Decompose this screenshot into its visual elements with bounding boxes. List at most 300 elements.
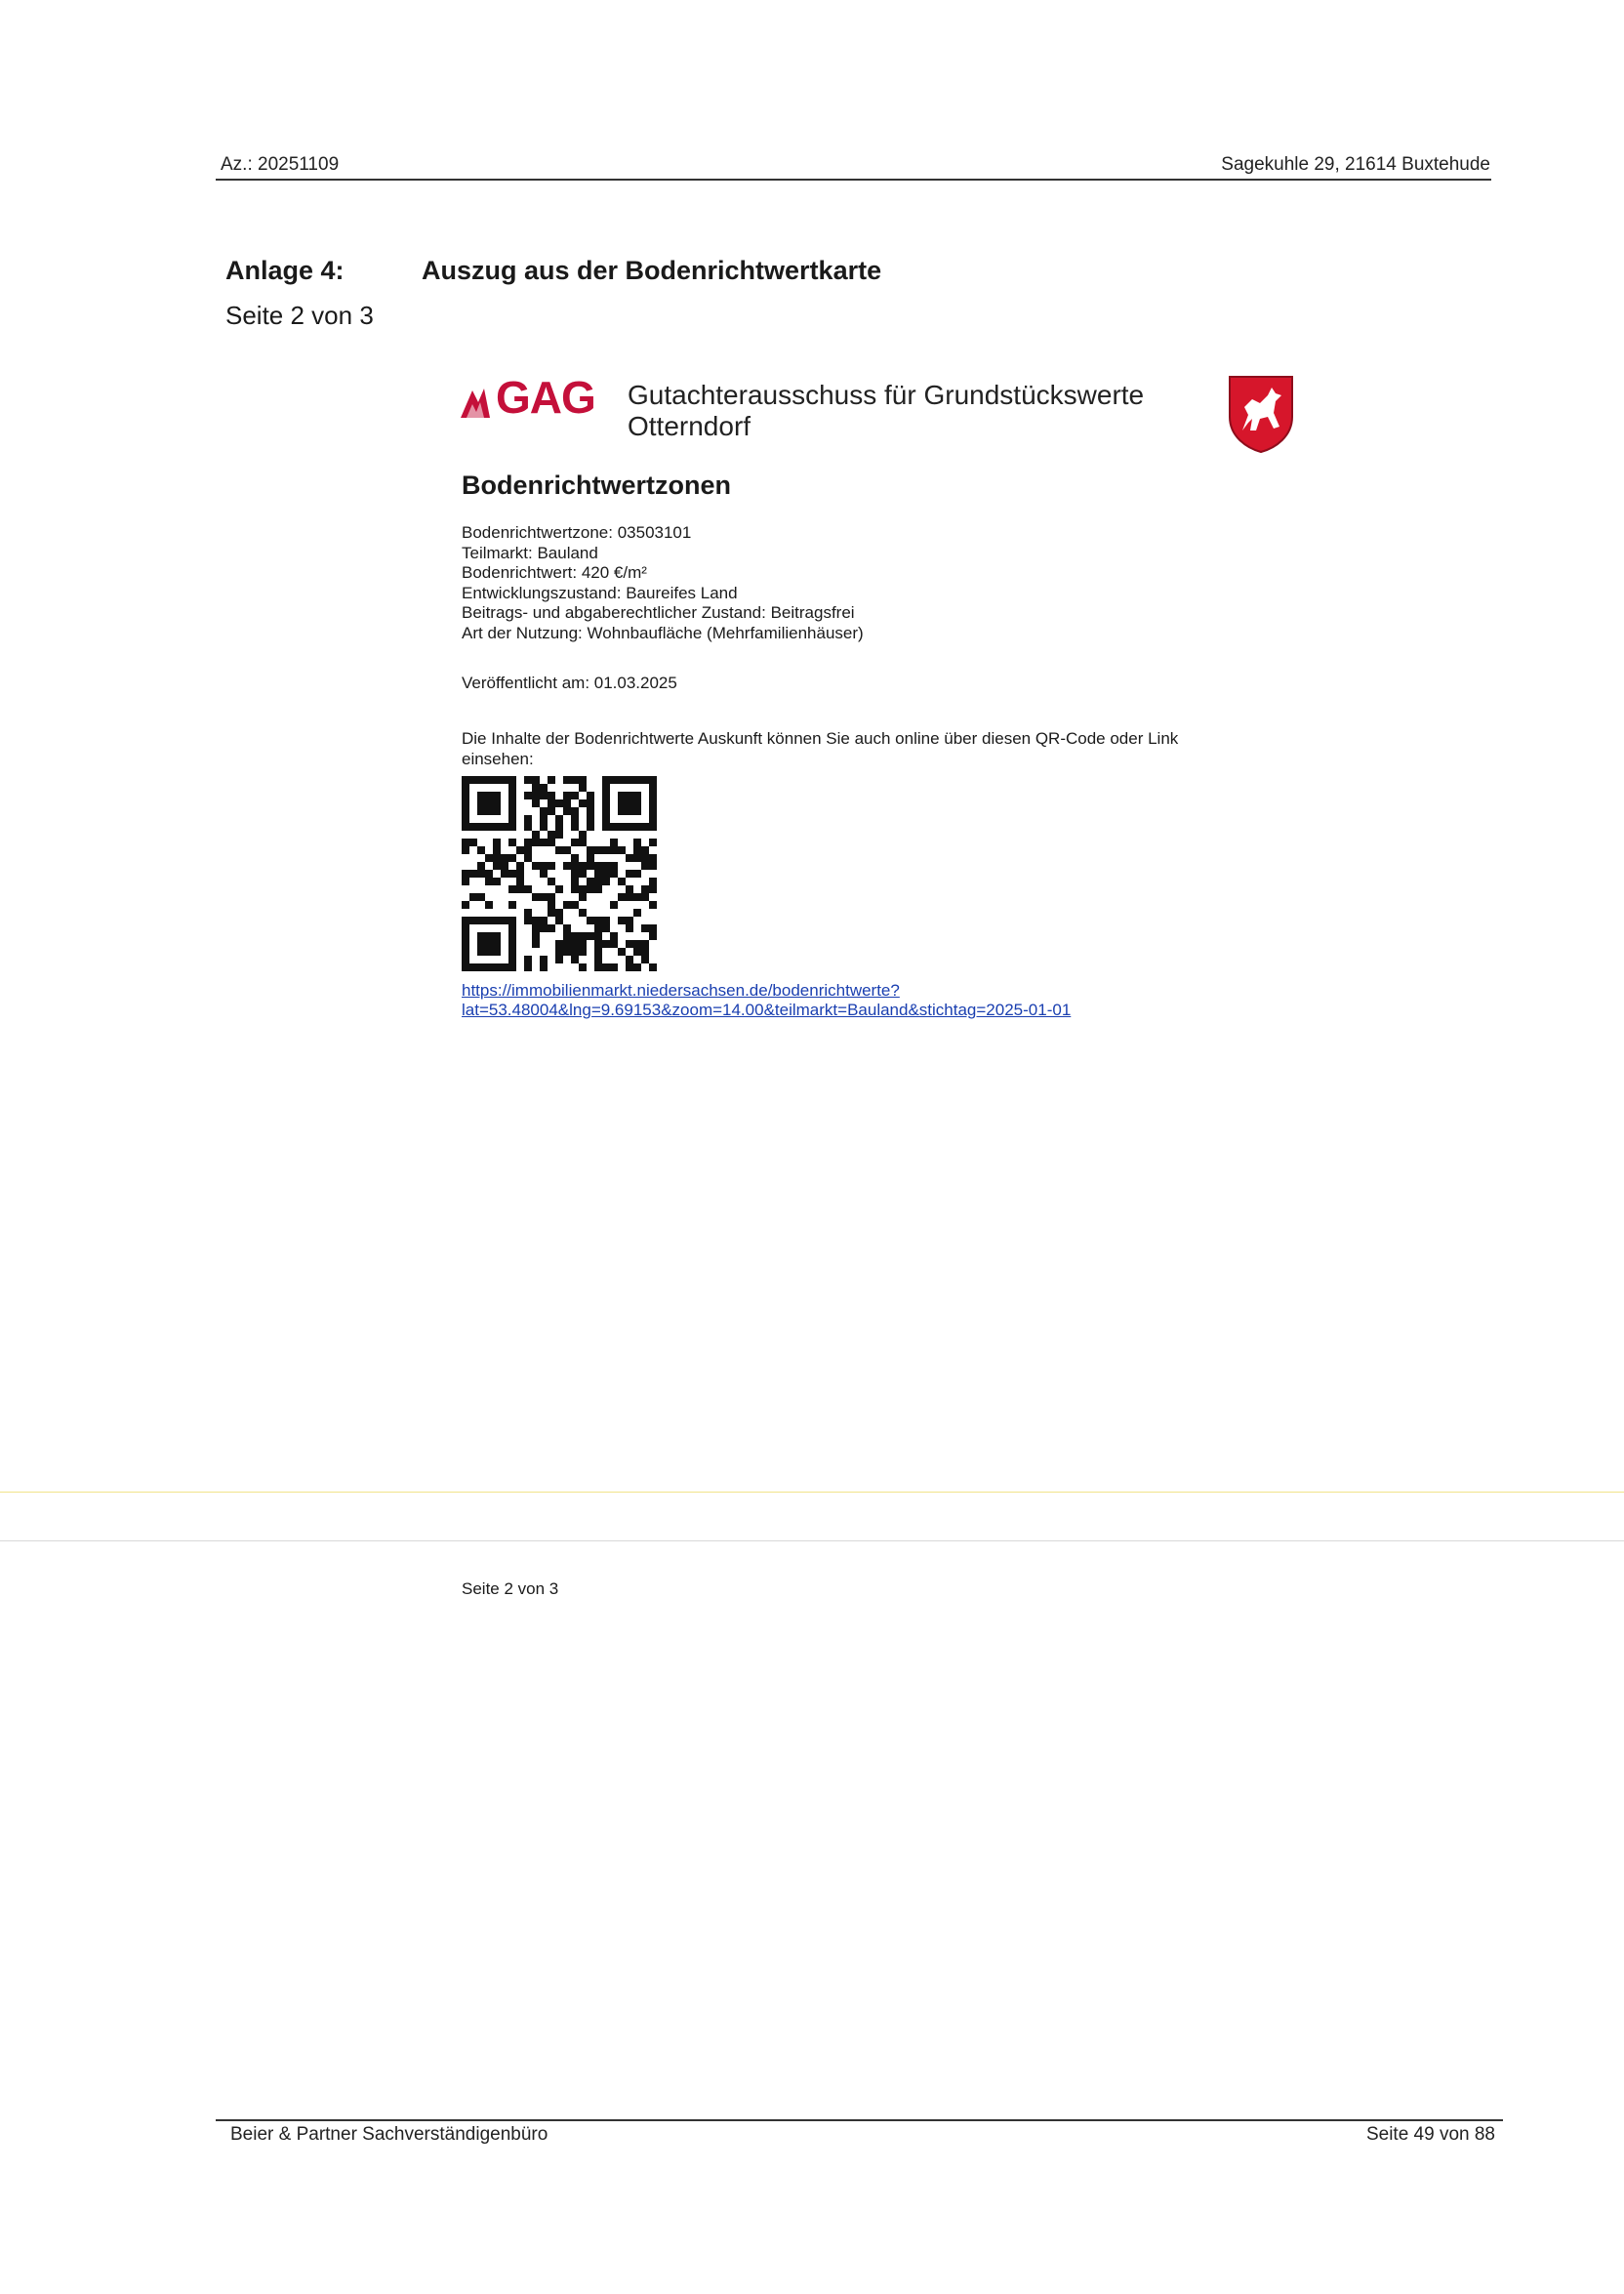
qr-module xyxy=(462,932,469,940)
qr-module xyxy=(602,940,610,948)
qr-module xyxy=(524,839,532,846)
qr-module xyxy=(633,823,641,831)
qr-module xyxy=(508,776,516,784)
qr-module xyxy=(633,839,641,846)
qr-module xyxy=(610,963,618,971)
qr-module xyxy=(587,846,594,854)
qr-module xyxy=(555,940,563,948)
qr-module xyxy=(493,846,501,854)
qr-module xyxy=(587,878,594,885)
qr-module xyxy=(485,792,493,799)
footer-rule xyxy=(216,2119,1503,2121)
qr-module xyxy=(571,956,579,963)
qr-module xyxy=(649,885,657,893)
qr-module xyxy=(563,862,571,870)
qr-module xyxy=(540,956,548,963)
gag-org-name xyxy=(628,380,1144,442)
qr-module xyxy=(548,909,555,917)
qr-module xyxy=(579,870,587,878)
qr-module xyxy=(633,893,641,901)
qr-module xyxy=(602,862,610,870)
qr-module xyxy=(469,839,477,846)
qr-module xyxy=(508,901,516,909)
qr-module xyxy=(508,963,516,971)
qr-module xyxy=(532,831,540,839)
qr-module xyxy=(626,792,633,799)
qr-module xyxy=(485,940,493,948)
zone-id: Bodenrichtwertzone: 03503101 xyxy=(462,523,692,542)
qr-module xyxy=(579,932,587,940)
qr-module xyxy=(469,776,477,784)
qr-module xyxy=(649,932,657,940)
online-link-line2[interactable]: lat=53.48004&lng=9.69153&zoom=14.00&teilmarkt=Bauland&stichtag=2025-01-01 xyxy=(462,1001,1072,1019)
qr-module xyxy=(477,932,485,940)
qr-module xyxy=(579,948,587,956)
qr-module xyxy=(485,963,493,971)
qr-module xyxy=(587,807,594,815)
qr-module xyxy=(618,893,626,901)
qr-module xyxy=(633,854,641,862)
qr-module xyxy=(626,940,633,948)
qr-module xyxy=(626,893,633,901)
qr-module xyxy=(477,823,485,831)
qr-module xyxy=(508,792,516,799)
qr-module xyxy=(462,839,469,846)
qr-module xyxy=(469,893,477,901)
qr-module xyxy=(540,963,548,971)
qr-module xyxy=(563,792,571,799)
qr-module xyxy=(508,924,516,932)
qr-module xyxy=(618,799,626,807)
qr-module xyxy=(626,956,633,963)
qr-module xyxy=(477,807,485,815)
qr-module xyxy=(610,776,618,784)
qr-module xyxy=(571,807,579,815)
qr-module xyxy=(626,924,633,932)
qr-module xyxy=(485,799,493,807)
gag-logo-text: GAG xyxy=(496,372,595,423)
published-date: Veröffentlicht am: 01.03.2025 xyxy=(462,674,677,692)
qr-module xyxy=(469,917,477,924)
qr-module xyxy=(501,870,508,878)
qr-module xyxy=(649,807,657,815)
qr-module xyxy=(579,776,587,784)
qr-module xyxy=(618,878,626,885)
qr-module xyxy=(633,807,641,815)
qr-module xyxy=(477,940,485,948)
qr-module xyxy=(602,807,610,815)
qr-module xyxy=(633,870,641,878)
qr-module xyxy=(555,799,563,807)
qr-module xyxy=(493,932,501,940)
qr-module xyxy=(649,963,657,971)
qr-module xyxy=(579,885,587,893)
qr-module xyxy=(641,956,649,963)
qr-module xyxy=(477,776,485,784)
qr-module xyxy=(532,776,540,784)
qr-module xyxy=(610,839,618,846)
qr-module xyxy=(548,776,555,784)
qr-module xyxy=(462,948,469,956)
qr-module xyxy=(563,807,571,815)
qr-module xyxy=(610,940,618,948)
qr-module xyxy=(618,776,626,784)
qr-module xyxy=(524,963,532,971)
qr-module xyxy=(641,862,649,870)
qr-module xyxy=(508,839,516,846)
qr-module xyxy=(548,862,555,870)
qr-module xyxy=(524,776,532,784)
qr-module xyxy=(516,870,524,878)
qr-module xyxy=(548,839,555,846)
qr-module xyxy=(602,815,610,823)
qr-module xyxy=(649,815,657,823)
qr-module xyxy=(626,799,633,807)
qr-module xyxy=(649,839,657,846)
zones-heading: Bodenrichtwertzonen xyxy=(462,471,732,500)
qr-module xyxy=(649,776,657,784)
qr-module xyxy=(602,846,610,854)
qr-module xyxy=(508,940,516,948)
qr-module xyxy=(602,799,610,807)
online-link-line1[interactable]: https://immobilienmarkt.niedersachsen.de/bodenrichtwerte? xyxy=(462,981,900,1000)
qr-module xyxy=(469,870,477,878)
qr-module xyxy=(477,846,485,854)
qr-module xyxy=(563,799,571,807)
qr-module xyxy=(594,878,602,885)
qr-module xyxy=(508,807,516,815)
qr-module xyxy=(571,839,579,846)
qr-module xyxy=(485,901,493,909)
qr-module xyxy=(641,948,649,956)
qr-module xyxy=(493,823,501,831)
qr-module xyxy=(633,948,641,956)
qr-module xyxy=(462,776,469,784)
qr-module xyxy=(540,823,548,831)
qr-module xyxy=(626,885,633,893)
qr-module xyxy=(587,932,594,940)
qr-module xyxy=(508,870,516,878)
qr-module xyxy=(485,870,493,878)
qr-module xyxy=(548,807,555,815)
qr-module xyxy=(508,784,516,792)
qr-module xyxy=(579,963,587,971)
qr-module xyxy=(485,948,493,956)
qr-module xyxy=(508,823,516,831)
qr-module xyxy=(540,924,548,932)
qr-module xyxy=(532,839,540,846)
qr-module xyxy=(579,784,587,792)
qr-module xyxy=(618,948,626,956)
qr-module xyxy=(626,963,633,971)
qr-module xyxy=(579,909,587,917)
qr-module xyxy=(540,893,548,901)
qr-module xyxy=(477,870,485,878)
qr-module xyxy=(548,924,555,932)
qr-module xyxy=(555,846,563,854)
qr-module xyxy=(571,878,579,885)
contribution-state: Beitrags- und abgaberechtlicher Zustand: Beitragsfrei xyxy=(462,603,855,622)
qr-module xyxy=(532,917,540,924)
qr-module xyxy=(462,901,469,909)
qr-module xyxy=(462,917,469,924)
qr-module xyxy=(508,799,516,807)
qr-module xyxy=(493,963,501,971)
qr-module xyxy=(524,815,532,823)
gag-org-line1: Gutachterausschuss für Grundstückswerte xyxy=(628,380,1145,410)
qr-module xyxy=(532,799,540,807)
qr-module xyxy=(485,932,493,940)
zone-info-list xyxy=(462,523,864,643)
qr-module xyxy=(540,862,548,870)
qr-module xyxy=(532,784,540,792)
qr-module xyxy=(493,948,501,956)
appendix-page-label: Seite 2 von 3 xyxy=(225,301,374,330)
qr-module xyxy=(610,870,618,878)
qr-module xyxy=(587,854,594,862)
qr-module xyxy=(555,909,563,917)
qr-module xyxy=(493,917,501,924)
qr-module xyxy=(462,815,469,823)
qr-module xyxy=(594,917,602,924)
qr-module xyxy=(540,784,548,792)
qr-module xyxy=(602,917,610,924)
qr-module xyxy=(602,776,610,784)
qr-module xyxy=(649,784,657,792)
qr-module xyxy=(462,823,469,831)
qr-module xyxy=(501,862,508,870)
qr-module xyxy=(555,831,563,839)
qr-module xyxy=(587,792,594,799)
qr-module xyxy=(485,854,493,862)
qr-module xyxy=(579,799,587,807)
qr-module xyxy=(493,940,501,948)
qr-module xyxy=(610,932,618,940)
qr-module xyxy=(548,792,555,799)
appendix-label: Anlage 4: xyxy=(225,256,345,285)
qr-module xyxy=(524,917,532,924)
qr-module xyxy=(532,924,540,932)
qr-module xyxy=(548,831,555,839)
online-link[interactable] xyxy=(462,981,1071,1020)
qr-module xyxy=(477,963,485,971)
qr-module xyxy=(587,799,594,807)
qr-module xyxy=(493,807,501,815)
qr-module xyxy=(587,917,594,924)
qr-module xyxy=(548,901,555,909)
qr-module xyxy=(641,846,649,854)
qr-module xyxy=(532,932,540,940)
qr-module xyxy=(501,917,508,924)
qr-module xyxy=(508,885,516,893)
qr-module xyxy=(594,870,602,878)
qr-module xyxy=(493,839,501,846)
qr-module xyxy=(571,792,579,799)
qr-module xyxy=(641,885,649,893)
qr-module xyxy=(649,924,657,932)
qr-module xyxy=(633,909,641,917)
qr-intro-line2: einsehen: xyxy=(462,749,534,768)
qr-module xyxy=(571,948,579,956)
qr-module xyxy=(501,776,508,784)
qr-module xyxy=(633,792,641,799)
qr-module xyxy=(469,963,477,971)
qr-module xyxy=(571,823,579,831)
qr-module xyxy=(649,823,657,831)
qr-module xyxy=(633,963,641,971)
qr-module xyxy=(493,799,501,807)
qr-module xyxy=(540,807,548,815)
qr-module xyxy=(524,823,532,831)
qr-intro-line1: Die Inhalte der Bodenrichtwerte Auskunft können Sie auch online über diesen QR-Code oder Link xyxy=(462,729,1179,748)
qr-module xyxy=(555,917,563,924)
qr-module xyxy=(532,893,540,901)
qr-module xyxy=(508,956,516,963)
qr-module xyxy=(618,823,626,831)
qr-module xyxy=(626,870,633,878)
qr-module xyxy=(633,799,641,807)
qr-module xyxy=(508,932,516,940)
qr-module xyxy=(524,885,532,893)
qr-module xyxy=(587,823,594,831)
qr-module xyxy=(587,862,594,870)
qr-module xyxy=(477,792,485,799)
qr-module xyxy=(633,940,641,948)
qr-module xyxy=(602,823,610,831)
qr-module xyxy=(462,870,469,878)
qr-module xyxy=(602,924,610,932)
qr-module xyxy=(602,963,610,971)
qr-module xyxy=(516,885,524,893)
usage-type: Art der Nutzung: Wohnbaufläche (Mehrfamilienhäuser) xyxy=(462,623,864,642)
qr-code[interactable] xyxy=(462,776,657,976)
qr-module xyxy=(508,917,516,924)
qr-module xyxy=(594,885,602,893)
qr-module xyxy=(477,917,485,924)
qr-module xyxy=(508,948,516,956)
qr-module xyxy=(594,846,602,854)
qr-module xyxy=(524,956,532,963)
qr-module xyxy=(563,924,571,932)
qr-module xyxy=(649,862,657,870)
qr-module xyxy=(555,885,563,893)
qr-module xyxy=(524,854,532,862)
page-number: Seite 49 von 88 xyxy=(1365,2124,1495,2145)
qr-module xyxy=(618,917,626,924)
qr-module xyxy=(462,799,469,807)
page-title: Auszug aus der Bodenrichtwertkarte xyxy=(422,256,882,285)
qr-module xyxy=(610,862,618,870)
qr-module xyxy=(633,776,641,784)
qr-module xyxy=(548,878,555,885)
qr-module xyxy=(618,792,626,799)
qr-module xyxy=(626,854,633,862)
gag-mark-icon xyxy=(459,383,492,420)
qr-module xyxy=(477,862,485,870)
qr-module xyxy=(462,924,469,932)
qr-module xyxy=(548,799,555,807)
qr-module xyxy=(633,846,641,854)
qr-module xyxy=(610,901,618,909)
qr-module xyxy=(563,776,571,784)
gag-org-line2: Otterndorf xyxy=(628,411,751,441)
submarket: Teilmarkt: Bauland xyxy=(462,543,598,562)
qr-module xyxy=(524,909,532,917)
qr-module xyxy=(516,846,524,854)
qr-module xyxy=(610,823,618,831)
qr-module xyxy=(540,917,548,924)
qr-module xyxy=(462,956,469,963)
qr-module xyxy=(485,823,493,831)
qr-module xyxy=(571,870,579,878)
qr-module xyxy=(501,854,508,862)
qr-module xyxy=(524,846,532,854)
qr-module xyxy=(594,948,602,956)
qr-module xyxy=(462,784,469,792)
qr-module xyxy=(579,940,587,948)
qr-module xyxy=(579,839,587,846)
qr-module xyxy=(641,924,649,932)
qr-module xyxy=(532,862,540,870)
qr-module xyxy=(649,854,657,862)
qr-module xyxy=(587,885,594,893)
qr-module xyxy=(485,776,493,784)
inner-page-number: Seite 2 von 3 xyxy=(462,1579,559,1598)
qr-module xyxy=(563,846,571,854)
qr-module xyxy=(618,846,626,854)
qr-module xyxy=(563,901,571,909)
qr-module xyxy=(501,963,508,971)
qr-module xyxy=(649,799,657,807)
qr-module xyxy=(571,862,579,870)
qr-module xyxy=(493,792,501,799)
qr-module xyxy=(532,792,540,799)
qr-module xyxy=(602,784,610,792)
qr-module xyxy=(563,948,571,956)
qr-module xyxy=(594,862,602,870)
qr-module xyxy=(626,823,633,831)
qr-module xyxy=(516,878,524,885)
qr-module xyxy=(602,878,610,885)
qr-module xyxy=(469,823,477,831)
qr-module xyxy=(626,917,633,924)
qr-module xyxy=(626,807,633,815)
qr-module xyxy=(493,854,501,862)
qr-module xyxy=(477,893,485,901)
qr-module xyxy=(462,878,469,885)
qr-module xyxy=(641,776,649,784)
qr-module xyxy=(571,854,579,862)
qr-module xyxy=(626,776,633,784)
qr-module xyxy=(501,823,508,831)
qr-module xyxy=(594,932,602,940)
qr-module xyxy=(508,815,516,823)
qr-module xyxy=(540,839,548,846)
qr-module xyxy=(579,862,587,870)
qr-module xyxy=(548,893,555,901)
qr-module xyxy=(563,932,571,940)
qr-module xyxy=(540,792,548,799)
office-name: Beier & Partner Sachverständigenbüro xyxy=(230,2124,548,2145)
qr-module xyxy=(555,948,563,956)
qr-module xyxy=(649,901,657,909)
qr-module xyxy=(485,807,493,815)
qr-module xyxy=(485,917,493,924)
qr-module xyxy=(477,948,485,956)
qr-module xyxy=(516,862,524,870)
qr-module xyxy=(571,901,579,909)
qr-module xyxy=(555,823,563,831)
